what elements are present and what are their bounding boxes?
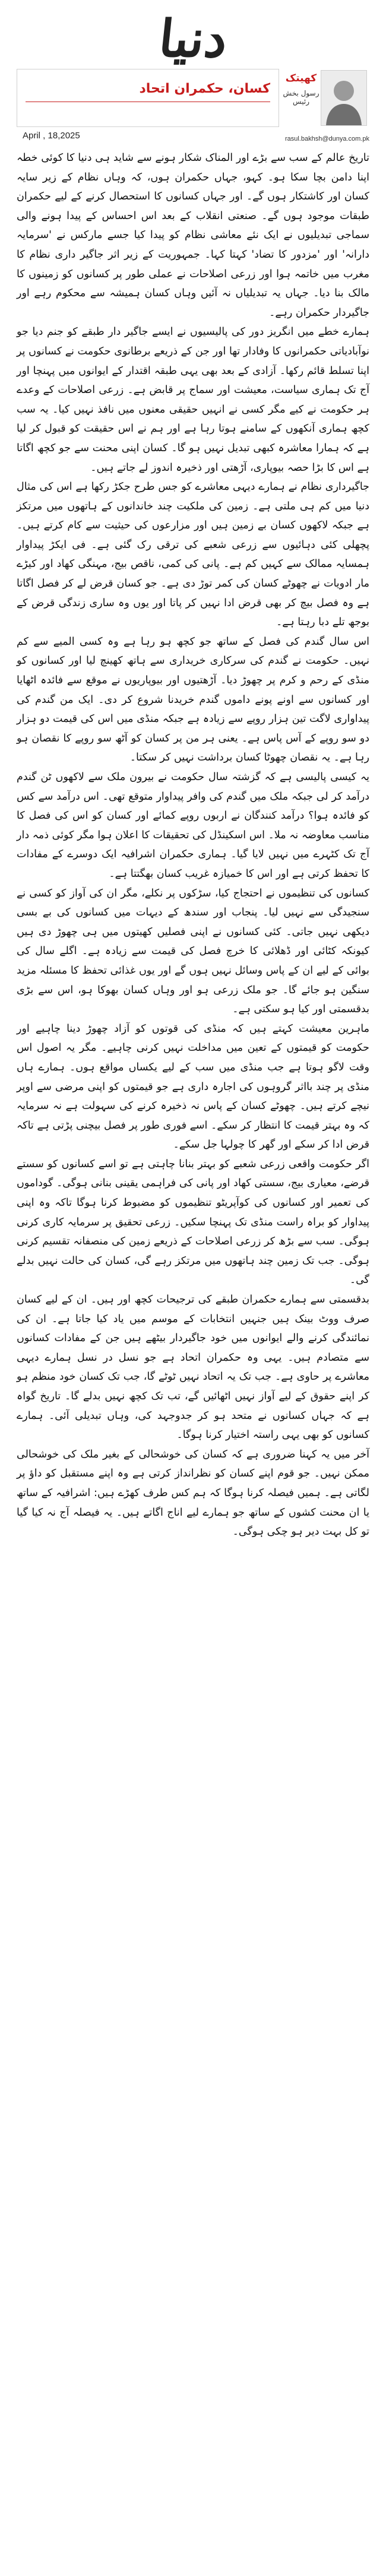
article-body [17, 148, 369, 1542]
article-paragraph: یہ کیسی پالیسی ہے کہ گزشتہ سال حکومت نے بیرون ملک سے لاکھوں ٹن گندم درآمد کر لی جبکہ ملک میں گندم کی وافر پیداوار متوقع تھی۔ اس درآمد سے کس کو فائدہ ہوا؟ درآمد کنندگان نے اربوں روپے کمائے اور کسان کو اس کی فصل کا مناسب معاوضہ نہ ملا۔ اس اسکینڈل کی تحقیقات کا اعلان ہوا مگر کوئی ذمہ دار آج تک کٹہرے میں نہیں لایا گیا۔ ہماری حکمران اشرافیہ ایک دوسرے کے مفادات کا تحفظ کرتی ہے اور اس کا خمیازہ غریب کسان بھگتتا ہے۔ [17, 771, 369, 880]
article-paragraph: ہمارے خطے میں انگریز دور کی پالیسیوں نے ایسے جاگیر دار طبقے کو جنم دیا جو نوآبادیاتی حکمرانوں کا وفادار تھا اور جن کے ذریعے برطانوی حکومت نے کسانوں پر اپنا تسلط قائم رکھا۔ آزادی کے بعد بھی یہی طبقہ اقتدار کے ایوانوں میں پہنچا اور آج تک ہماری سیاست، معیشت اور سماج پر قابض ہے۔ زرعی اصلاحات کے وعدے ہر حکومت نے کیے مگر کسی نے انہیں حقیقی معنوں میں نافذ نہیں کیا۔ یہ سب کچھ ہماری آنکھوں کے سامنے ہوتا رہا ہے اور ہم نے اس حقیقت کو قبول کر لیا ہے کہ ہمارا معاشرہ کبھی تبدیل نہیں ہو گا۔ کسان اپنی محنت سے جو کچھ اگاتا ہے اس کا بڑا حصہ بیوپاری، آڑھتی اور ذخیرہ اندوز لے جاتے ہیں۔ [17, 326, 369, 474]
article-paragraph: بدقسمتی سے ہمارے حکمران طبقے کی ترجیحات کچھ اور ہیں۔ ان کے لیے کسان صرف ووٹ بینک ہیں جنہیں انتخابات کے موسم میں یاد کیا جاتا ہے۔ ان کی نمائندگی کرنے والے ایوانوں میں خود جاگیردار بیٹھے ہیں جن کے مفادات کسانوں سے متصادم ہیں۔ یہی وہ حکمران اتحاد ہے جو نسل در نسل ہمارے دیہی معاشرے پر حاوی ہے۔ جب تک یہ اتحاد نہیں ٹوٹے گا، جب تک کسان خود منظم ہو کر اپنے حقوق کے لیے آواز نہیں اٹھائیں گے، تب تک کچھ نہیں بدلے گا۔ تاریخ گواہ ہے کہ جہاں کسانوں نے متحد ہو کر جدوجہد کی، وہاں تبدیلی آئی۔ ہمارے کسانوں کو بھی یہی راستہ اختیار کرنا ہوگا۔ [17, 1294, 369, 1441]
column-title: کسان، حکمران اتحاد [139, 81, 270, 96]
logo-text: دنیا [156, 9, 230, 69]
author-email[interactable]: rasul.bakhsh@dunya.com.pk [284, 135, 369, 142]
title-box [17, 69, 279, 127]
article-paragraph: کسانوں کی تنظیموں نے احتجاج کیا، سڑکوں پر نکلے، مگر ان کی آواز کو کسی نے سنجیدگی سے نہیں لیا۔ پنجاب اور سندھ کے دیہات میں کسانوں کی بے بسی دیکھی نہیں جاتی۔ کئی کسانوں نے اپنی فصلیں کھیتوں میں ہی چھوڑ دی ہیں کیونکہ کٹائی اور ڈھلائی کا خرچ فصل کی قیمت سے زیادہ ہے۔ اگلے سال کی بوائی کے لیے ان کے پاس وسائل نہیں ہوں گے اور یوں غذائی تحفظ کا مسئلہ مزید سنگین ہو جائے گا۔ جو ملک زرعی ہو اور وہاں کسان بھوکا ہو، اس سے بڑی بدقسمتی اور کیا ہو سکتی ہے۔ [17, 887, 369, 1016]
publish-date: April , 18,2025 [23, 131, 80, 141]
author-photo [321, 70, 367, 126]
author-silhouette-icon [321, 71, 366, 125]
article-paragraph: اگر حکومت واقعی زرعی شعبے کو بہتر بنانا چاہتی ہے تو اسے کسانوں کو سستے قرضے، معیاری بیج، سستی کھاد اور پانی کی فراہمی یقینی بنانی ہوگی۔ گوداموں کی تعمیر اور کسانوں کی کوآپریٹو تنظیموں کو مضبوط کرنا ہوگا تاکہ وہ اپنی پیداوار کو براہ راست منڈی تک پہنچا سکیں۔ زرعی تحقیق پر سرمایہ کاری کرنی ہوگی۔ سب سے بڑھ کر زرعی اصلاحات کے ذریعے زمین کی منصفانہ تقسیم کرنی ہوگی۔ جب تک زمین چند ہاتھوں میں مرتکز رہے گی، کسان کی حالت نہیں بدلے گی۔ [17, 1158, 369, 1287]
column-header [17, 69, 369, 144]
author-brand: کھیتک [285, 72, 317, 84]
author-name: رسول بخش رئیس [283, 89, 319, 106]
article-paragraph: اس سال گندم کی فصل کے ساتھ جو کچھ ہو رہا ہے وہ کسی المیے سے کم نہیں۔ حکومت نے گندم کی سرکاری خریداری سے ہاتھ کھینچ لیا اور کسانوں کو منڈی کے رحم و کرم پر چھوڑ دیا۔ آڑھتیوں اور بیوپاریوں نے موقع سے فائدہ اٹھایا اور کسانوں سے اونے پونے داموں گندم خریدنا شروع کر دی۔ ایک من گندم کی پیداواری لاگت تین ہزار روپے سے زیادہ ہے جبکہ منڈی میں اس کی قیمت دو ہزار دو سو روپے کے آس پاس ہے۔ یعنی ہر من پر کسان کو آٹھ سو روپے کا نقصان ہو رہا ہے۔ یہ نقصان چھوٹا کسان برداشت نہیں کر سکتا۔ [17, 635, 369, 764]
author-box [280, 69, 369, 134]
newspaper-logo [148, 4, 238, 75]
article-paragraph: ماہرین معیشت کہتے ہیں کہ منڈی کی قوتوں کو آزاد چھوڑ دینا چاہیے اور حکومت کو قیمتوں کے تعین میں مداخلت نہیں کرنی چاہیے۔ مگر یہ اصول اس وقت لاگو ہوتا ہے جب منڈی میں سب کے لیے یکساں مواقع ہوں۔ ہمارے ہاں منڈی پر چند بااثر گروہوں کی اجارہ داری ہے جو قیمتوں کو اپنی مرضی سے اوپر نیچے کرتے ہیں۔ چھوٹے کسان کے پاس نہ ذخیرہ کرنے کی سہولت ہے نہ سرمایہ کہ وہ بہتر قیمت کا انتظار کر سکے۔ اسے فوری طور پر فصل بیچنی پڑتی ہے تاکہ قرض ادا کر سکے اور گھر کا چولہا جل سکے۔ [17, 1022, 369, 1151]
article-paragraph: تاریخ عالم کے سب سے بڑے اور المناک شکار ہونے سے شاید ہی دنیا کا کوئی خطہ اپنا دامن بچا سکا ہو۔ کہو، جہاں حکمران ہوں، کہ وہاں نظام کے زیر سایہ کسان اور کاشتکار ہوں گے۔ اور جہاں کسانوں کا استحصال کرنے کے لیے حکمران طبقات موجود ہوں گے۔ صنعتی انقلاب کے بعد اس احساس کے پیدا ہونے والی سماجی تبدیلیوں نے ایک نئے معاشی نظام کو پیدا کیا جسے مارکس نے 'سرمایہ دارانہ' اور 'مزدور کا تضاد' کہتا کہا۔ جمہوریت کے زیر اثر جاگیر داری نظام کا مغرب میں خاتمہ ہوا اور زرعی اصلاحات نے عملی طور پر کسانوں کو زمینوں کا مالک بنا دیا۔ جہاں یہ تبدیلیاں نہ آئیں وہاں کسان ہمیشہ سے محکوم رہے اور جاگیردار حکمران رہے۔ [17, 152, 369, 319]
article-paragraph: آخر میں یہ کہنا ضروری ہے کہ کسان کی خوشحالی کے بغیر ملک کی خوشحالی ممکن نہیں۔ جو قوم اپنے کسان کو نظرانداز کرتی ہے وہ اپنے مستقبل کو داؤ پر لگاتی ہے۔ ہمیں فیصلہ کرنا ہوگا کہ ہم کس طرف کھڑے ہیں: اشرافیہ کے ساتھ یا ان محنت کشوں کے ساتھ جو ہمارے لیے اناج اگاتے ہیں۔ یہ فیصلہ آج نہ کیا گیا تو کل بہت دیر ہو چکی ہوگی۔ [17, 1448, 369, 1538]
article-paragraph: جاگیرداری نظام نے ہمارے دیہی معاشرے کو جس طرح جکڑ رکھا ہے اس کی مثال دنیا میں کم ہی ملتی ہے۔ زمین کی ملکیت چند خاندانوں کے ہاتھوں میں مرتکز ہے جبکہ لاکھوں کسان بے زمین ہیں اور مزارعوں کی حیثیت سے کام کرتے ہیں۔ پچھلی کئی دہائیوں سے زرعی شعبے کی ترقی رک گئی ہے۔ فی ایکڑ پیداوار ہمسایہ ممالک سے کہیں کم ہے۔ پانی کی کمی، ناقص بیج، مہنگی کھاد اور کیڑے مار ادویات نے چھوٹے کسان کی کمر توڑ دی ہے۔ جو کسان قرض لے کر فصل اگاتا ہے وہ فصل بیچ کر بھی قرض ادا نہیں کر پاتا اور یوں وہ ساری زندگی قرض کے بوجھ تلے دبا رہتا ہے۔ [17, 481, 369, 629]
